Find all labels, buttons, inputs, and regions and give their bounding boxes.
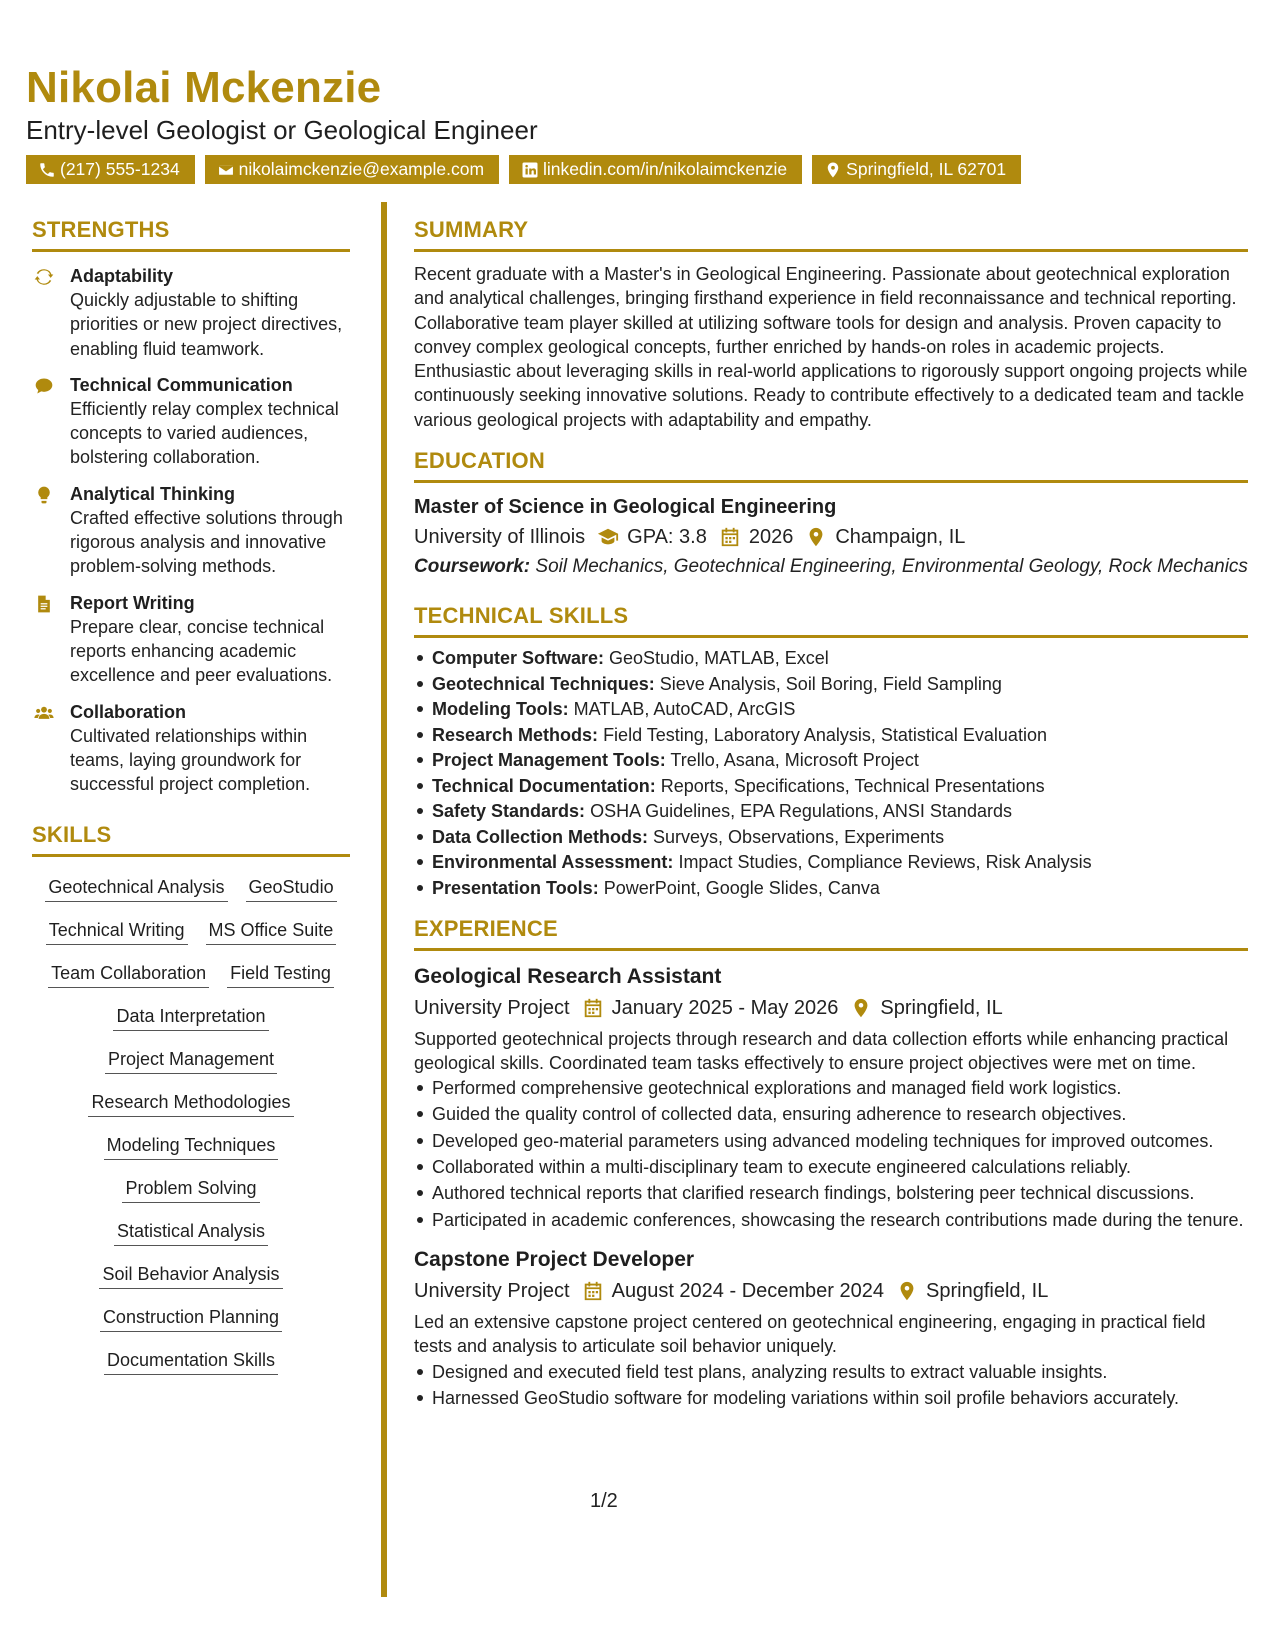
strength-desc: Cultivated relationships within teams, laying groundwork for successful project completion. <box>70 725 311 795</box>
list-item: Designed and executed field test plans, analyzing results to extract valuable insights. <box>414 1360 1248 1384</box>
list-item <box>414 672 1248 696</box>
list-item <box>414 850 1248 874</box>
job-meta <box>414 1276 1248 1306</box>
skill-value: MATLAB, AutoCAD, ArcGIS <box>573 699 796 720</box>
candidate-name: Nikolai Mckenzie <box>26 63 382 112</box>
skill-key: Environmental Assessment: <box>432 852 674 873</box>
strength-desc: Prepare clear, concise technical reports enhancing academic excellence and peer evaluations. <box>70 616 333 686</box>
list-item <box>414 748 1248 772</box>
skill-value: Field Testing, Laboratory Analysis, Statistical Evaluation <box>603 724 1047 745</box>
education-gpa: GPA: 3.8 <box>627 526 707 549</box>
skill-value: Impact Studies, Compliance Reviews, Risk Analysis <box>678 852 1092 873</box>
skill-key: Data Collection Methods: <box>432 826 649 847</box>
strength-item <box>32 373 350 470</box>
map-pin-icon <box>805 526 827 548</box>
strength-desc: Quickly adjustable to shifting priorities or new project directives, enabling fluid teamwork. <box>70 290 343 359</box>
list-item: Performed comprehensive geotechnical explorations and managed field work logistics. <box>414 1076 1248 1100</box>
list-item <box>414 774 1248 798</box>
list-item: Collaborated within a multi-disciplinary team to execute engineered calculations reliably. <box>414 1155 1248 1179</box>
skill-value: Trello, Asana, Microsoft Project <box>670 750 919 771</box>
skill-value: PowerPoint, Google Slides, Canva <box>603 877 880 898</box>
envelope-icon <box>217 161 235 179</box>
skill-value: Surveys, Observations, Experiments <box>653 826 945 847</box>
list-item: Authored technical reports that clarified research findings, bolstering peer technical discussions. <box>414 1181 1248 1205</box>
summary-heading: SUMMARY <box>414 215 1248 252</box>
map-pin-icon <box>824 161 842 179</box>
sync-icon <box>34 267 54 287</box>
column-divider <box>381 202 387 1597</box>
strength-item <box>32 591 350 688</box>
education-school: University of Illinois <box>414 526 586 549</box>
skill-key: Presentation Tools: <box>432 877 599 898</box>
job-bullets <box>414 1076 1248 1232</box>
job-org: University Project <box>414 996 570 1019</box>
contact-linkedin[interactable] <box>509 155 802 184</box>
list-item: Developed geo-material parameters using advanced modeling techniques for improved outcomes. <box>414 1129 1248 1153</box>
skill-key: Computer Software: <box>432 648 605 669</box>
job-title: Geological Research Assistant <box>414 964 722 988</box>
contact-linkedin-text: linkedin.com/in/nikolaimckenzie <box>543 159 788 179</box>
skill-tag: Statistical Analysis <box>114 1218 268 1246</box>
skill-tag: Team Collaboration <box>48 960 209 988</box>
linkedin-icon <box>521 161 539 179</box>
strength-item <box>32 264 350 361</box>
skill-key: Safety Standards: <box>432 801 586 822</box>
skill-key: Project Management Tools: <box>432 750 666 771</box>
technical-skills-list <box>414 646 1248 900</box>
job-entry <box>414 1246 1248 1410</box>
map-pin-icon <box>850 997 872 1019</box>
contact-email[interactable] <box>205 155 499 184</box>
technical-skills-heading: TECHNICAL SKILLS <box>414 601 1248 638</box>
list-item <box>414 646 1248 670</box>
strength-title: Adaptability <box>70 266 174 286</box>
skill-key: Technical Documentation: <box>432 775 656 796</box>
skill-value: Sieve Analysis, Soil Boring, Field Sampling <box>659 673 1002 694</box>
strength-title: Technical Communication <box>70 374 293 395</box>
phone-icon <box>38 161 56 179</box>
strength-title: Report Writing <box>70 592 195 613</box>
skill-value: OSHA Guidelines, EPA Regulations, ANSI Standards <box>590 801 1012 822</box>
job-meta <box>414 993 1248 1023</box>
job-description: Led an extensive capstone project centered on geotechnical engineering, engaging in practical field tests and analysis to articulate soil behavior uniquely. <box>414 1311 1206 1357</box>
skill-tag: Technical Writing <box>46 917 188 945</box>
education-heading: EDUCATION <box>414 446 1248 483</box>
skill-key: Modeling Tools: <box>432 699 569 720</box>
skill-tag: Problem Solving <box>122 1175 259 1203</box>
job-dates: January 2025 - May 2026 <box>611 996 839 1019</box>
list-item: Harnessed GeoStudio software for modeling variations within soil profile behaviors accurately. <box>414 1386 1248 1410</box>
list-item <box>414 799 1248 823</box>
skill-tag: Field Testing <box>227 960 334 988</box>
left-column <box>32 215 350 1375</box>
skill-tag: Construction Planning <box>100 1304 282 1332</box>
education-coursework <box>414 555 1248 579</box>
list-item <box>414 876 1248 900</box>
strength-item <box>32 700 350 797</box>
right-column <box>414 215 1248 1412</box>
calendar-icon <box>719 526 741 548</box>
summary-text: Recent graduate with a Master's in Geological Engineering. Passionate about geotechnical exploration and analytical challenges, bringing firsthand experience in field reconnaissance and technical reporting. Collaborative team player skilled at utilizing software tools for design and analysis. Proven capacity to convey complex geological concepts, further enriched by hands-on roles in academic projects. Enthusiastic about leveraging skills in real-world applications to rigorously support ongoing projects while continuously seeking innovative solutions. Ready to contribute effectively to a dedicated team and tackle various geological projects with adaptability and empathy. <box>414 264 1248 430</box>
skill-tag: GeoStudio <box>246 874 337 902</box>
job-org: University Project <box>414 1279 570 1302</box>
users-icon <box>34 703 54 723</box>
calendar-icon <box>582 1280 604 1302</box>
job-dates: August 2024 - December 2024 <box>611 1279 885 1302</box>
skill-tag: Soil Behavior Analysis <box>99 1261 282 1289</box>
graduation-cap-icon <box>597 526 619 548</box>
skill-tag: Documentation Skills <box>104 1347 278 1375</box>
strength-desc: Crafted effective solutions through rigorous analysis and innovative problem-solving methods. <box>70 507 343 577</box>
page-number: 1/2 <box>590 1490 618 1512</box>
job-location: Springfield, IL <box>926 1279 1049 1302</box>
list-item: Guided the quality control of collected data, ensuring adherence to research objectives. <box>414 1102 1248 1126</box>
skills-heading: SKILLS <box>32 820 350 857</box>
education-degree: Master of Science in Geological Engineering <box>414 496 837 519</box>
contact-email-text: nikolaimckenzie@example.com <box>238 159 485 179</box>
resume-header <box>26 62 1256 184</box>
skill-key: Research Methods: <box>432 724 599 745</box>
contact-location <box>812 155 1021 184</box>
education-location: Champaign, IL <box>835 526 966 549</box>
job-title: Capstone Project Developer <box>414 1247 695 1271</box>
skill-value: GeoStudio, MATLAB, Excel <box>609 648 829 669</box>
skill-tag: Research Methodologies <box>88 1089 293 1117</box>
job-entry <box>414 963 1248 1232</box>
skill-value: Reports, Specifications, Technical Presentations <box>660 775 1045 796</box>
list-item <box>414 723 1248 747</box>
calendar-icon <box>582 997 604 1019</box>
list-item <box>414 825 1248 849</box>
skill-tag: Project Management <box>105 1046 277 1074</box>
education-year: 2026 <box>748 526 794 549</box>
strength-item <box>32 482 350 579</box>
lightbulb-icon <box>34 485 54 505</box>
job-description: Supported geotechnical projects through research and data collection efforts while enhancing practical geological skills. Coordinated team tasks effectively to ensure project objectives were met on time. <box>414 1028 1229 1073</box>
candidate-title: Entry-level Geologist or Geological Engineer <box>26 115 538 145</box>
list-item <box>414 697 1248 721</box>
strength-title: Analytical Thinking <box>70 483 236 504</box>
skill-tag: Modeling Techniques <box>104 1132 279 1160</box>
speech-bubble-icon <box>34 376 54 396</box>
skill-key: Geotechnical Techniques: <box>432 673 655 694</box>
skill-tag: MS Office Suite <box>206 917 337 945</box>
strength-title: Collaboration <box>70 701 186 722</box>
contact-phone-text: (217) 555-1234 <box>60 159 180 179</box>
education-meta <box>414 522 1248 552</box>
job-bullets <box>414 1360 1248 1411</box>
contact-phone[interactable] <box>26 155 195 184</box>
document-icon <box>34 594 54 614</box>
strengths-heading: STRENGTHS <box>32 215 350 252</box>
list-item: Participated in academic conferences, showcasing the research contributions made during the tenure. <box>414 1208 1248 1232</box>
experience-heading: EXPERIENCE <box>414 914 1248 951</box>
skill-tag: Geotechnical Analysis <box>45 874 227 902</box>
coursework-list: Soil Mechanics, Geotechnical Engineering, Environmental Geology, Rock Mechanics <box>535 556 1248 578</box>
map-pin-icon <box>896 1280 918 1302</box>
skills-list <box>32 874 350 1375</box>
contact-location-text: Springfield, IL 62701 <box>846 159 1007 179</box>
coursework-label: Coursework: <box>414 556 531 578</box>
contact-bar <box>26 155 1256 184</box>
job-location: Springfield, IL <box>880 996 1003 1019</box>
skill-tag: Data Interpretation <box>113 1003 268 1031</box>
strength-desc: Efficiently relay complex technical concepts to varied audiences, bolstering collaboration. <box>70 398 339 468</box>
